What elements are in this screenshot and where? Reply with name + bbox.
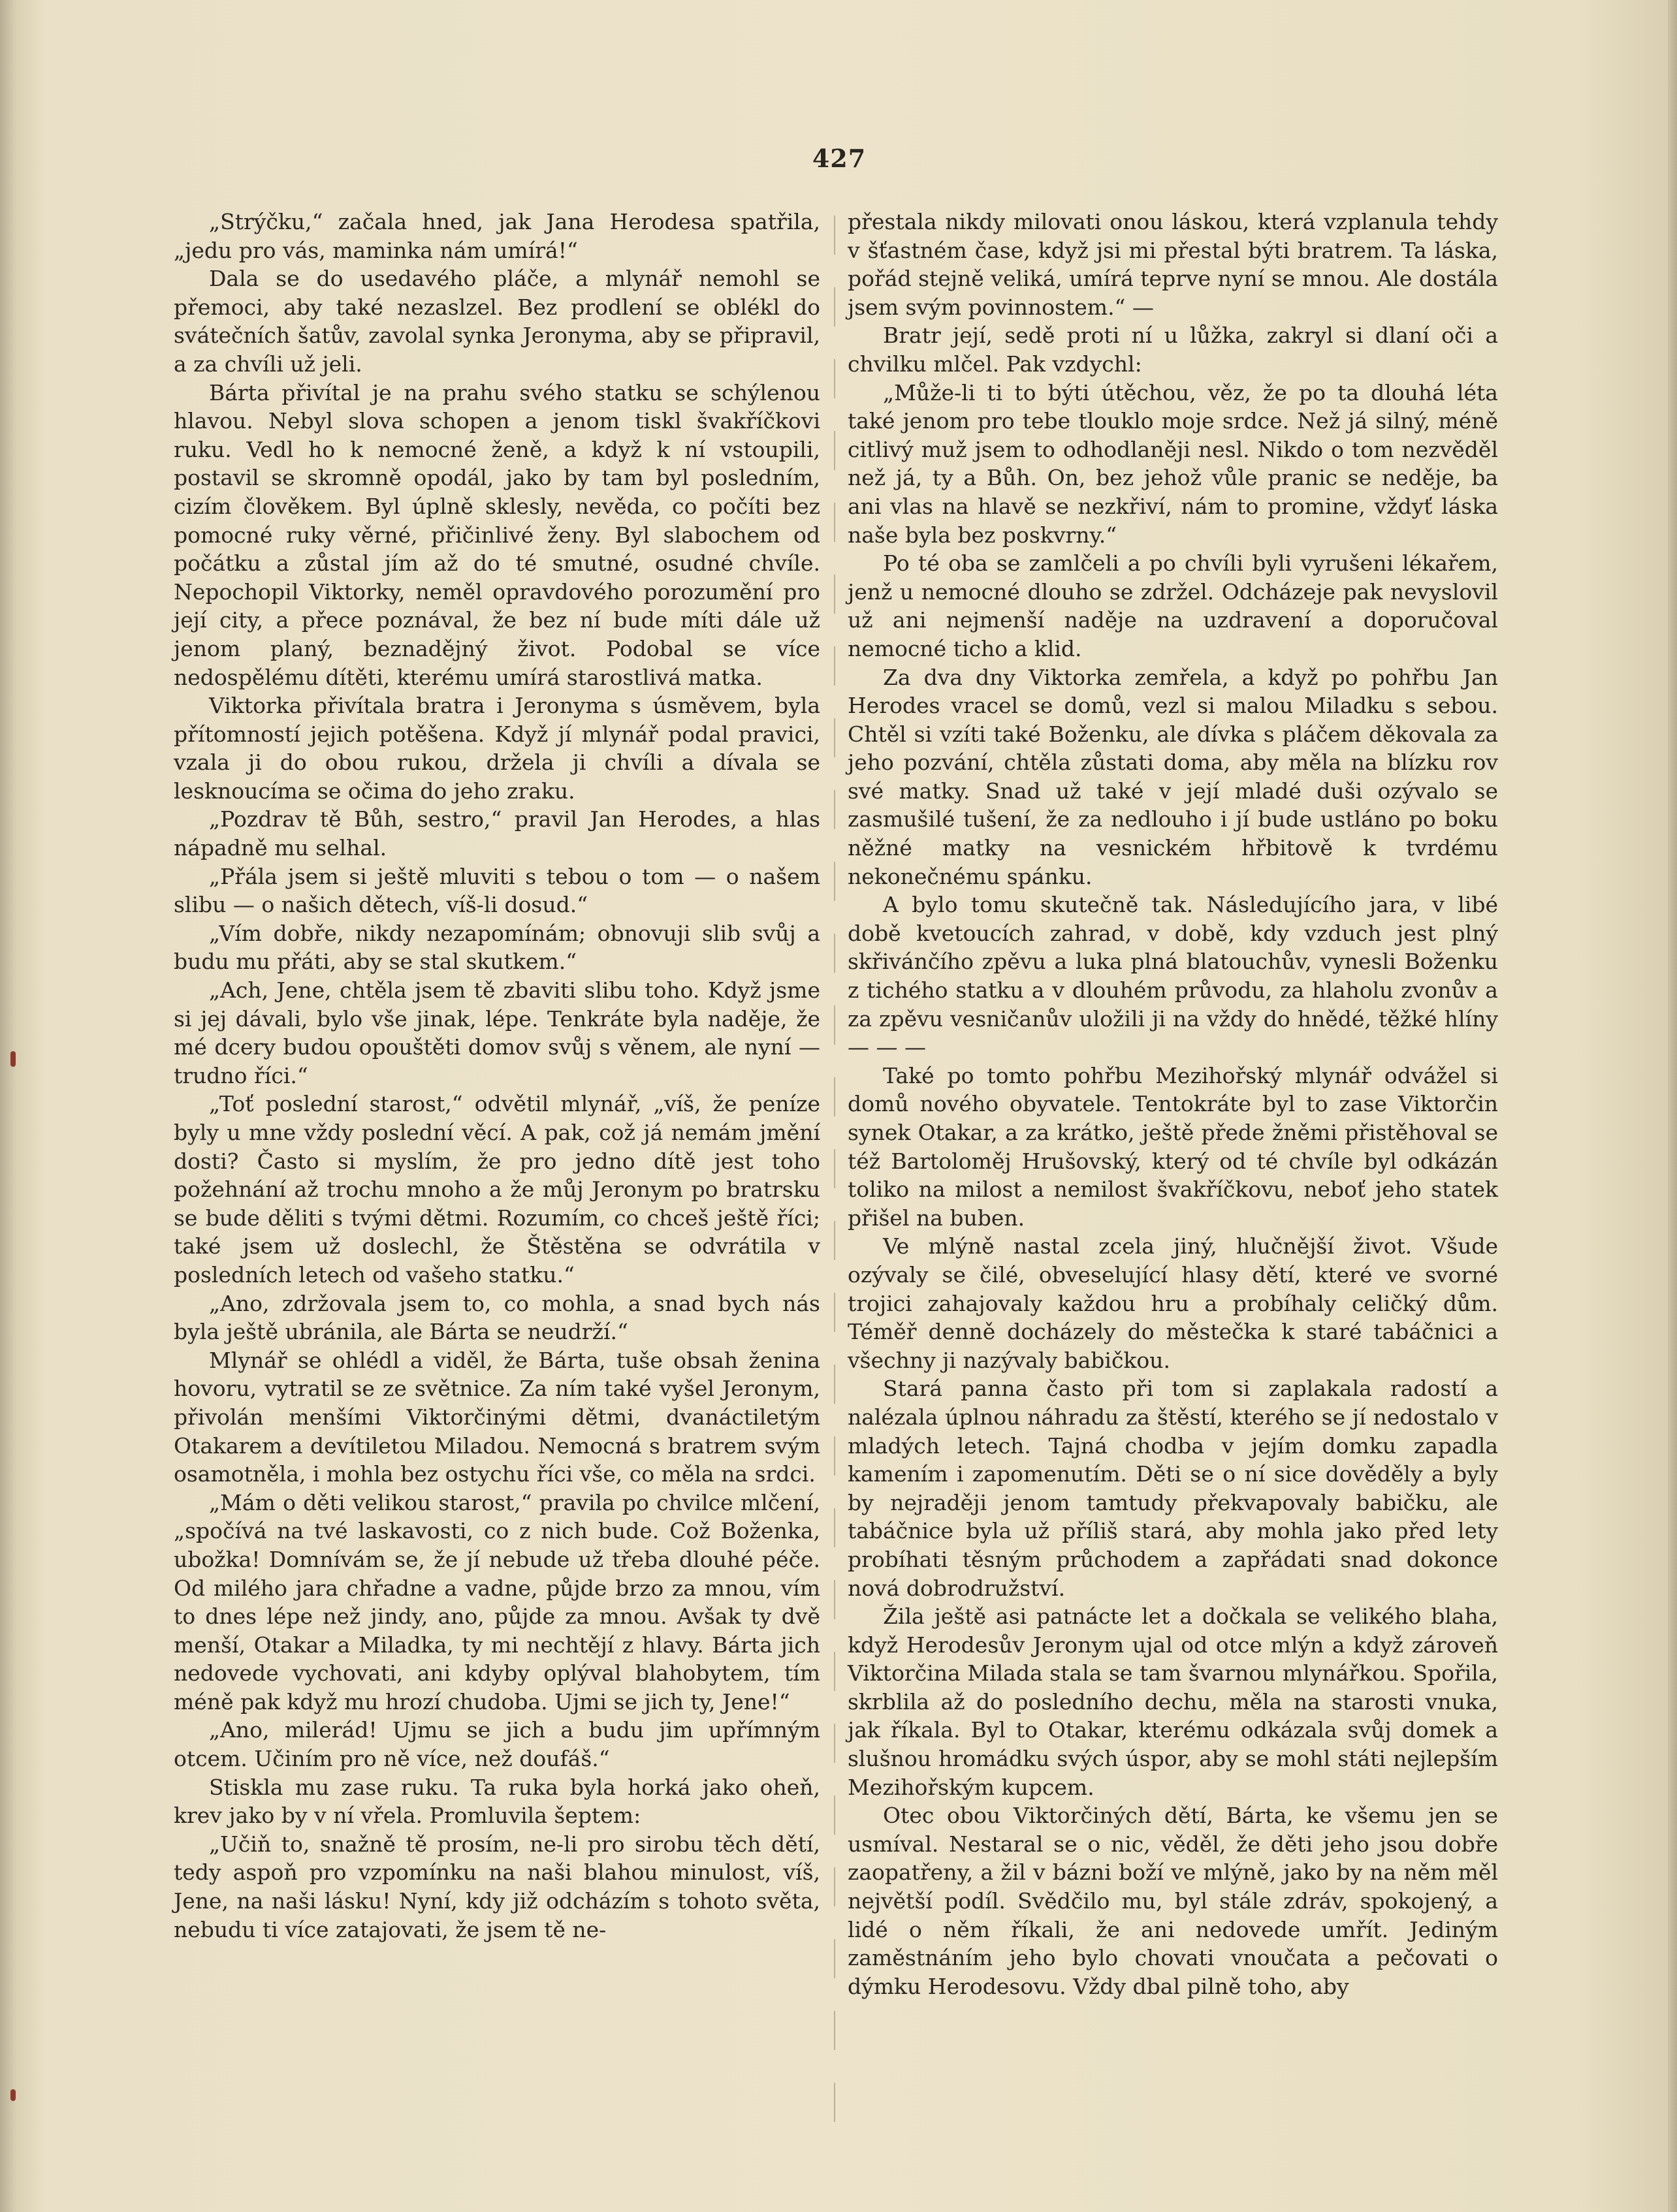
paragraph: Také po tomto pohřbu Mezihořský mlynář odvážel si domů nového obyvatele. Tentokráte byl to zase Viktorčin synek Otakar, a za krátko, ještě přede žněmi přistěhoval se též Bartoloměj Hrušovský, který od té chvíle byl odkázán toliko na milost a nemilost švakříčkovu, neboť jeho statek přišel na buben. bbox=[848, 1062, 1498, 1231]
page-edge bbox=[1668, 0, 1677, 2212]
paragraph: „Ano, zdržovala jsem to, co mohla, a snad bych nás byla ještě ubránila, ale Bárta se neudrží.“ bbox=[174, 1290, 820, 1345]
paragraph: „Ach, Jene, chtěla jsem tě zbaviti slibu toho. Když jsme si jej dávali, bylo vše jinak, lépe. Tenkráte byla naděje, že mé dcery budou opouštěti domov svůj s věnem, ale nyní — trudno říci.“ bbox=[174, 977, 820, 1088]
paragraph: Otec obou Viktorčiných dětí, Bárta, ke všemu jen se usmíval. Nestaral se o nic, věděl, že děti jeho jsou dobře zaopatřeny, a žil v bázni boží ve mlýně, jako by na něm měl největší podíl. Svědčilo mu, byl stále zdráv, spokojený, a lidé o něm říkali, že ani nedovede umřít. Jediným zaměstnáním jeho bylo chovati vnoučata a pečovati o dýmku Herodesovu. Vždy dbal pilně toho, aby bbox=[848, 1803, 1498, 1999]
paragraph: Žila ještě asi patnácte let a dočkala se velikého blaha, když Herodesův Jeronym ujal od otce mlýn a když zároveň Viktorčina Milada stala se tam švarnou mlynářkou. Spořila, skrblila až do posledního dechu, měla na starosti vnuka, jak říkala. Byl to Otakar, kterému odkázala svůj domek a slušnou hromádku svých úspor, aby se mohl státi nejlepším Mezihořským kupcem. bbox=[848, 1604, 1498, 1800]
paragraph: Viktorka přivítala bratra i Jeronyma s úsměvem, byla přítomností jejich potěšena. Když jí mlynář podal pravici, vzala ji do obou rukou, držela ji chvíli a dívala se lesknoucíma se očima do jeho zraku. bbox=[174, 693, 820, 804]
paragraph: přestala nikdy milovati onou láskou, která vzplanula tehdy v šťastném čase, když jsi mi přestal býti bratrem. Ta láska, pořád stejně veliká, umírá teprve nyní se mnou. Ale dostála jsem svým povinnostem.“ — bbox=[848, 209, 1498, 320]
paragraph: „Učiň to, snažně tě prosím, ne-li pro sirobu těch dětí, tedy aspoň pro vzpomínku na naši blahou minulost, víš, Jene, na naši lásku! Nyní, kdy již odcházím s tohoto světa, nebudu ti více zatajovati, že jsem tě ne- bbox=[174, 1831, 820, 1942]
paragraph: „Vím dobře, nikdy nezapomínám; obnovuji slib svůj a budu mu přáti, aby se stal skutkem.“ bbox=[174, 920, 820, 975]
paragraph: „Strýčku,“ začala hned, jak Jana Herodesa spatřila, „jedu pro vás, maminka nám umírá!“ bbox=[174, 209, 820, 263]
column-divider bbox=[834, 215, 835, 2141]
paragraph: Ve mlýně nastal zcela jiný, hlučnější život. Všude ozývaly se čilé, obveselující hlasy dětí, které ve svorné trojici zahajovaly každou hru a probíhaly celičký dům. Téměř denně docházely do městečka k staré tabáčnici a všechny ji nazývaly babičkou. bbox=[848, 1233, 1498, 1373]
left-column bbox=[174, 208, 820, 1944]
margin-ink-mark bbox=[10, 2089, 16, 2101]
margin-ink-mark bbox=[10, 1051, 16, 1067]
paragraph: Bárta přivítal je na prahu svého statku se schýlenou hlavou. Nebyl slova schopen a jenom tiskl švakříčkovi ruku. Vedl ho k nemocné ženě, a když k ní vstoupili, postavil se skromně opodál, jako by tam byl posledním, cizím člověkem. Byl úplně sklesly, nevěda, co počíti bez pomocné ruky věrné, přičinlivé ženy. Byl slabochem od počátku a zůstal jím až do té smutné, osudné chvíle. Nepochopil Viktorky, neměl opravdového porozumění pro její city, a přece poznával, že bez ní bude míti dále už jenom planý, beznadějný život. Podobal se více nedospělému dítěti, kterému umírá starostlivá matka. bbox=[174, 379, 820, 690]
paragraph: „Přála jsem si ještě mluviti s tebou o tom — o našem slibu — o našich dětech, víš-li dosud.“ bbox=[174, 863, 820, 918]
right-column bbox=[848, 208, 1498, 2000]
paragraph: Stará panna často při tom si zaplakala radostí a nalézala úplnou náhradu za štěstí, kterého se jí nedostalo v mladých letech. Tajná chodba v jejím domku zapadla kamením i zapomenutím. Děti se o ní sice dověděly a byly by nejraději jenom tamtudy překvapovaly babičku, ale tabáčnice byla už příliš stará, aby mohla jako před lety probíhati těsným průchodem a zapřádati snad dokonce nová dobrodružství. bbox=[848, 1376, 1498, 1601]
paragraph: „Toť poslední starost,“ odvětil mlynář, „víš, že peníze byly u mne vždy poslední věcí. A pak, což já nemám jmění dosti? Často si myslím, že pro jedno dítě jest toho požehnání až trochu mnoho a že můj Jeronym po bratrsku se bude děliti s tvými dětmi. Rozumím, co chceš ještě říci; také jsem už doslechl, že Štěstěna se odvrátila v posledních letech od vašeho statku.“ bbox=[174, 1091, 820, 1288]
paragraph: Stiskla mu zase ruku. Ta ruka byla horká jako oheň, krev jako by v ní vřela. Promluvila šeptem: bbox=[174, 1774, 820, 1829]
paragraph: Za dva dny Viktorka zemřela, a když po pohřbu Jan Herodes vracel se domů, vezl si malou Miladku s sebou. Chtěl si vzíti také Boženku, ale dívka s pláčem děkovala za jeho pozvání, chtěla zůstati doma, aby měla na blízku rov své matky. Snad už také v její mladé duši ozývalo se zasmušilé tušení, že za nedlouho i jí bude ustláno po boku něžné matky na vesnickém hřbitově k tvrdému nekonečnému spánku. bbox=[848, 664, 1498, 889]
paragraph: „Může-li ti to býti útěchou, věz, že po ta dlouhá léta také jenom pro tebe tlouklo moje srdce. Než já silný, méně citlivý muž jsem to odhodlaněji nesl. Nikdo o tom nezvěděl než já, ty a Bůh. On, bez jehož vůle pranic se neděje, ba ani vlas na hlavě se nezkřiví, nám to promine, vždyť láska naše byla bez poskvrny.“ bbox=[848, 379, 1498, 548]
paragraph: „Pozdrav tě Bůh, sestro,“ pravil Jan Herodes, a hlas nápadně mu selhal. bbox=[174, 806, 820, 861]
paragraph: Po té oba se zamlčeli a po chvíli byli vyrušeni lékařem, jenž u nemocné dlouho se zdržel. Odcházeje pak nevyslovil už ani nejmenší naděje na uzdravení a doporučoval nemocné ticho a klid. bbox=[848, 550, 1498, 661]
paragraph: Dala se do usedavého pláče, a mlynář nemohl se přemoci, aby také nezaslzel. Bez prodlení se oblékl do svátečních šatův, zavolal synka Jeronyma, aby se připravil, a za chvíli už jeli. bbox=[174, 266, 820, 377]
paragraph: Bratr její, sedě proti ní u lůžka, zakryl si dlaní oči a chvilku mlčel. Pak vzdychl: bbox=[848, 323, 1498, 377]
paragraph: Mlynář se ohlédl a viděl, že Bárta, tuše obsah ženina hovoru, vytratil se ze světnice. Za ním také vyšel Jeronym, přivolán menšími Viktorčinými dětmi, dvanáctiletým Otakarem a devítiletou Miladou. Nemocná s bratrem svým osamotněla, i mohla bez ostychu říci vše, co měla na srdci. bbox=[174, 1347, 820, 1487]
page-number: 427 bbox=[812, 144, 867, 173]
paragraph: „Mám o děti velikou starost,“ pravila po chvilce mlčení, „spočívá na tvé laskavosti, co z nich bude. Což Boženka, ubožka! Domnívám se, že jí nebude už třeba dlouhé péče. Od milého jara chřadne a vadne, půjde brzo za mnou, vím to dnes lépe než jindy, ano, půjde za mnou. Avšak ty dvě menší, Otakar a Miladka, ty mi nechtějí z hlavy. Bárta jich nedovede vychovati, ani kdyby oplýval blahobytem, tím méně pak když mu hrozí chudoba. Ujmi se jich ty, Jene!“ bbox=[174, 1489, 820, 1714]
paragraph: „Ano, milerád! Ujmu se jich a budu jim upřímným otcem. Učiním pro ně více, než doufáš.“ bbox=[174, 1717, 820, 1772]
paragraph: A bylo tomu skutečně tak. Následujícího jara, v libé době kvetoucích zahrad, v době, kdy vzduch jest plný skřivánčího zpěvu a luka plná blatouchův, vynesli Boženku z tichého statku a v dlouhém průvodu, za hlaholu zvonův a za zpěvu vesničanův uložili ji na vždy do hnědé, těžké hlíny — — — bbox=[848, 892, 1498, 1060]
